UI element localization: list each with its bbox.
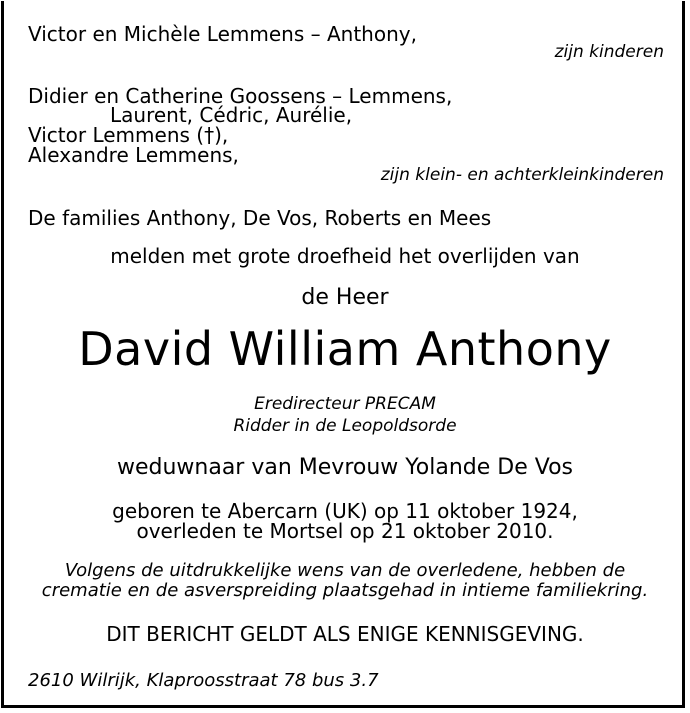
wishes-line-2: crematie en de asverspreiding plaatsgehad in intieme familiekring.	[41, 580, 649, 601]
grandchild-line-1: Didier en Catherine Goossens – Lemmens,	[28, 84, 453, 108]
children-role: zijn kinderen	[554, 42, 664, 62]
families-line: De families Anthony, De Vos, Roberts en Mees	[28, 206, 492, 230]
grandchildren-role: zijn klein- en achterkleinkinderen	[380, 165, 664, 185]
children-names: Victor en Michèle Lemmens – Anthony,	[28, 22, 417, 46]
grandchild-line-2: Laurent, Cédric, Aurélie,	[110, 103, 353, 127]
grandchild-line-4: Alexandre Lemmens,	[28, 143, 239, 167]
announcement-intro: melden met grote droefheid het overlijden van	[110, 244, 580, 268]
address-line: 2610 Wilrijk, Klaproosstraat 78 bus 3.7	[28, 670, 379, 691]
honorific: de Heer	[301, 285, 389, 310]
birth-line: geboren te Abercarn (UK) op 11 oktober 1924,	[112, 499, 578, 523]
grandchild-line-3: Victor Lemmens (†),	[28, 123, 229, 147]
death-line: overleden te Mortsel op 21 oktober 2010.	[136, 519, 554, 543]
title-line-1: Eredirecteur PRECAM	[254, 394, 436, 414]
wishes-line-1: Volgens de uitdrukkelijke wens van de overledene, hebben de	[64, 560, 626, 581]
notice-line: DIT BERICHT GELDT ALS ENIGE KENNISGEVING.	[106, 622, 584, 646]
widower-line: weduwnaar van Mevrouw Yolande De Vos	[116, 455, 574, 480]
deceased-name: David William Anthony	[78, 322, 612, 376]
title-line-2: Ridder in de Leopoldsorde	[233, 416, 457, 436]
